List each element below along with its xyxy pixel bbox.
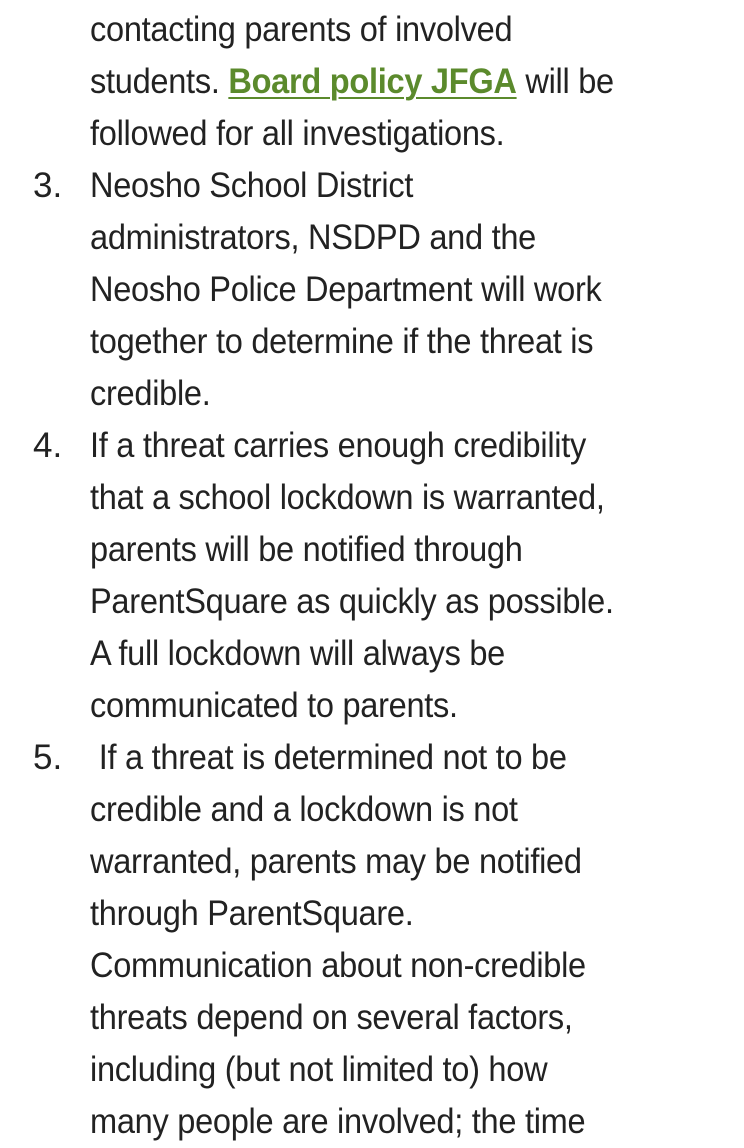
text-line: Neosho School District (90, 166, 414, 205)
text-line: followed for all investigations. (90, 114, 505, 153)
text-line: If a threat is determined not to be (90, 738, 567, 777)
text-line: communicated to parents. (90, 686, 458, 725)
text-fragment: students. (90, 62, 229, 101)
board-policy-jfga-link[interactable]: Board policy JFGA (228, 62, 517, 101)
text-line: that a school lockdown is warranted, (90, 478, 605, 517)
list-number-5: 5. (33, 738, 63, 777)
text-line: ParentSquare as quickly as possible. (90, 582, 614, 621)
text-line: administrators, NSDPD and the (90, 218, 536, 257)
text-fragment: will be (516, 62, 614, 101)
text-line: If a threat carries enough credibility (90, 426, 586, 465)
text-line: Neosho Police Department will work (90, 270, 602, 309)
text-line: credible. (90, 374, 211, 413)
list-number-3: 3. (33, 166, 63, 205)
list-number-4: 4. (33, 426, 63, 465)
text-line: including (but not limited to) how (90, 1050, 548, 1089)
text-line (90, 56, 614, 108)
text-line: credible and a lockdown is not (90, 790, 518, 829)
text-line: contacting parents of involved (90, 10, 513, 49)
text-line: parents will be notified through (90, 530, 523, 569)
text-line: Communication about non-credible (90, 946, 586, 985)
text-line: A full lockdown will always be (90, 634, 505, 673)
text-line: threats depend on several factors, (90, 998, 573, 1037)
text-line: together to determine if the threat is (90, 322, 594, 361)
text-line: many people are involved; the time (90, 1102, 586, 1141)
text-line: warranted, parents may be notified (90, 842, 582, 881)
text-line: through ParentSquare. (90, 894, 414, 933)
